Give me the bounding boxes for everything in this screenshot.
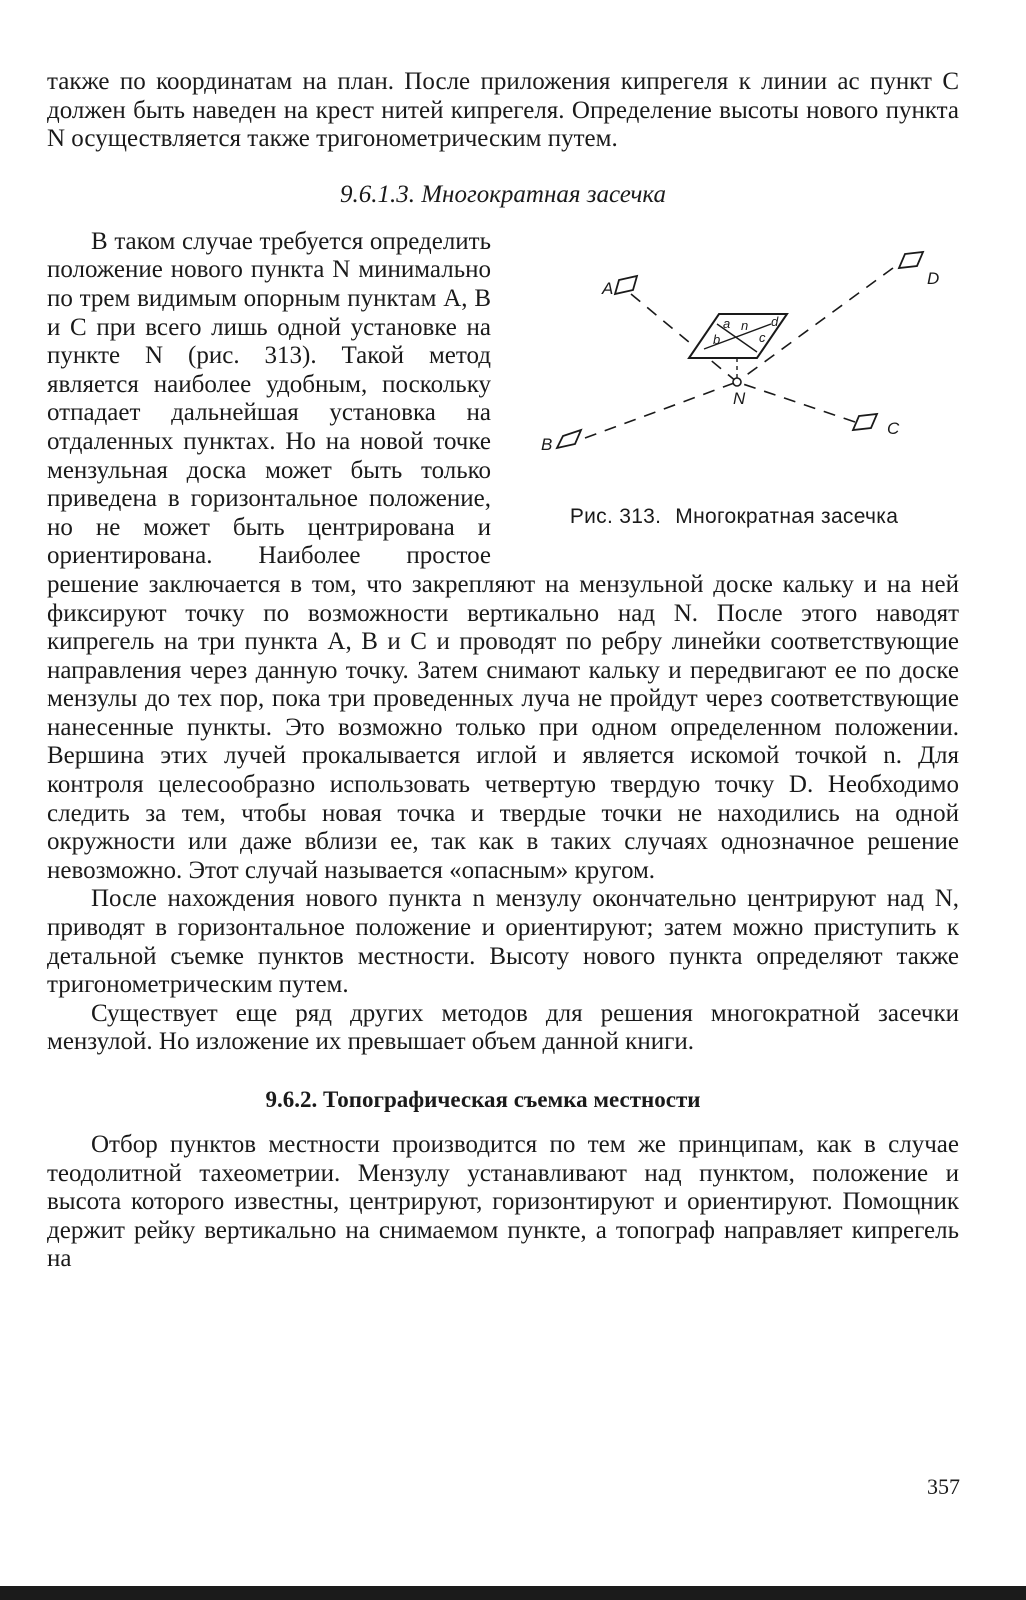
scan-bottom-edge	[0, 1586, 1026, 1600]
label-c: C	[887, 418, 900, 438]
paragraph-centering: После нахождения нового пункта n мензулу окончательно центрируют над N, приводят в горизонтальное положение и ориентируют; затем можно приступить к детальной съемке пунктов местности. Высоту нового пункта определяют также тригонометрическим путем.	[47, 885, 959, 999]
paragraph-other-methods: Существует еще ряд других методов для решения многократной засечки мензулой. Но изложение их превышает объем данной книги.	[47, 999, 959, 1056]
station-d-marker	[899, 252, 923, 268]
figure-caption	[509, 503, 959, 532]
label-small-a: a	[723, 315, 731, 331]
station-a-marker	[615, 276, 637, 294]
label-small-n: n	[741, 317, 749, 333]
label-n: N	[733, 388, 746, 408]
page-body	[47, 68, 959, 1274]
figure-313	[509, 232, 959, 562]
figure-313-drawing	[509, 232, 959, 494]
point-n-mark	[733, 378, 741, 386]
paragraph-method: В таком случае требуется определить положение нового пункта N минимально по трем видимым опорным пунктам A, B и C при всего лишь одной установке на пункте N (рис. 313). Такой метод является наиболее удобным, поскольку отпадает дальнейшая установка на отдаленных пунктах. Но на новой точке мензульная доска может быть только приведена в горизонтальное положение, но не может быть центрирована и ориентирована. Наиболее простое решение заключается в том, что закрепляют на мензульной доске кальку и на ней фиксируют точку по возможности вертикально над N. После этого наводят кипрегель на три пункта A, B и C и проводят по ребру линейки соответствующие направления через данную точку. Затем снимают кальку и передвигают ее по доске мензулы до тех пор, пока три проведенных луча не пройдут через соответствующие нанесенные пункты. Это возможно только при одном определенном положении. Вершина этих лучей прокалывается иглой и является искомой точкой n. Для контроля целесообразно использовать четвертую твердую точку D. Необходимо следить за тем, чтобы новая точка и твердые точки не находились на одной окружности или даже вблизи ее, так как в таких случаях однозначное решение невозможно. Этот случай называется «опасным» кругом.	[47, 227, 959, 884]
station-b-marker	[557, 430, 581, 448]
page-number: 357	[927, 1474, 960, 1499]
ray-b-n	[585, 382, 737, 438]
label-b: B	[541, 434, 553, 454]
paragraph-survey: Отбор пунктов местности производится по тем же принципам, как в случае теодолитной тахеометрии. Мензулу устанавливают над пунктом, положение и высота которого известны, центрируют, горизонтируют и ориентируют. Помощник держит рейку вертикально на снимаемом пункте, а топограф направляет кипрегель на	[47, 1131, 959, 1273]
label-d: D	[927, 268, 940, 288]
station-c-marker	[853, 414, 877, 430]
section-heading: 9.6.2. Топографическая съемка местности	[265, 1087, 701, 1112]
ray-c-n	[737, 382, 855, 422]
label-small-d: d	[771, 313, 779, 329]
label-a: A	[602, 278, 614, 298]
label-small-b: b	[713, 331, 721, 347]
caption-title: Многократная засечка	[675, 504, 899, 528]
caption-number: Рис. 313.	[569, 504, 662, 528]
label-small-c: c	[759, 329, 766, 345]
subsection-heading: 9.6.1.3. Многократная засечка	[339, 180, 667, 208]
paragraph-continuation: также по координатам на план. После приложения кипрегеля к линии ac пункт C должен быть наведен на крест нитей кипрегеля. Определение высоты нового пункта N осуществляется также тригонометрическим путем.	[47, 68, 959, 153]
